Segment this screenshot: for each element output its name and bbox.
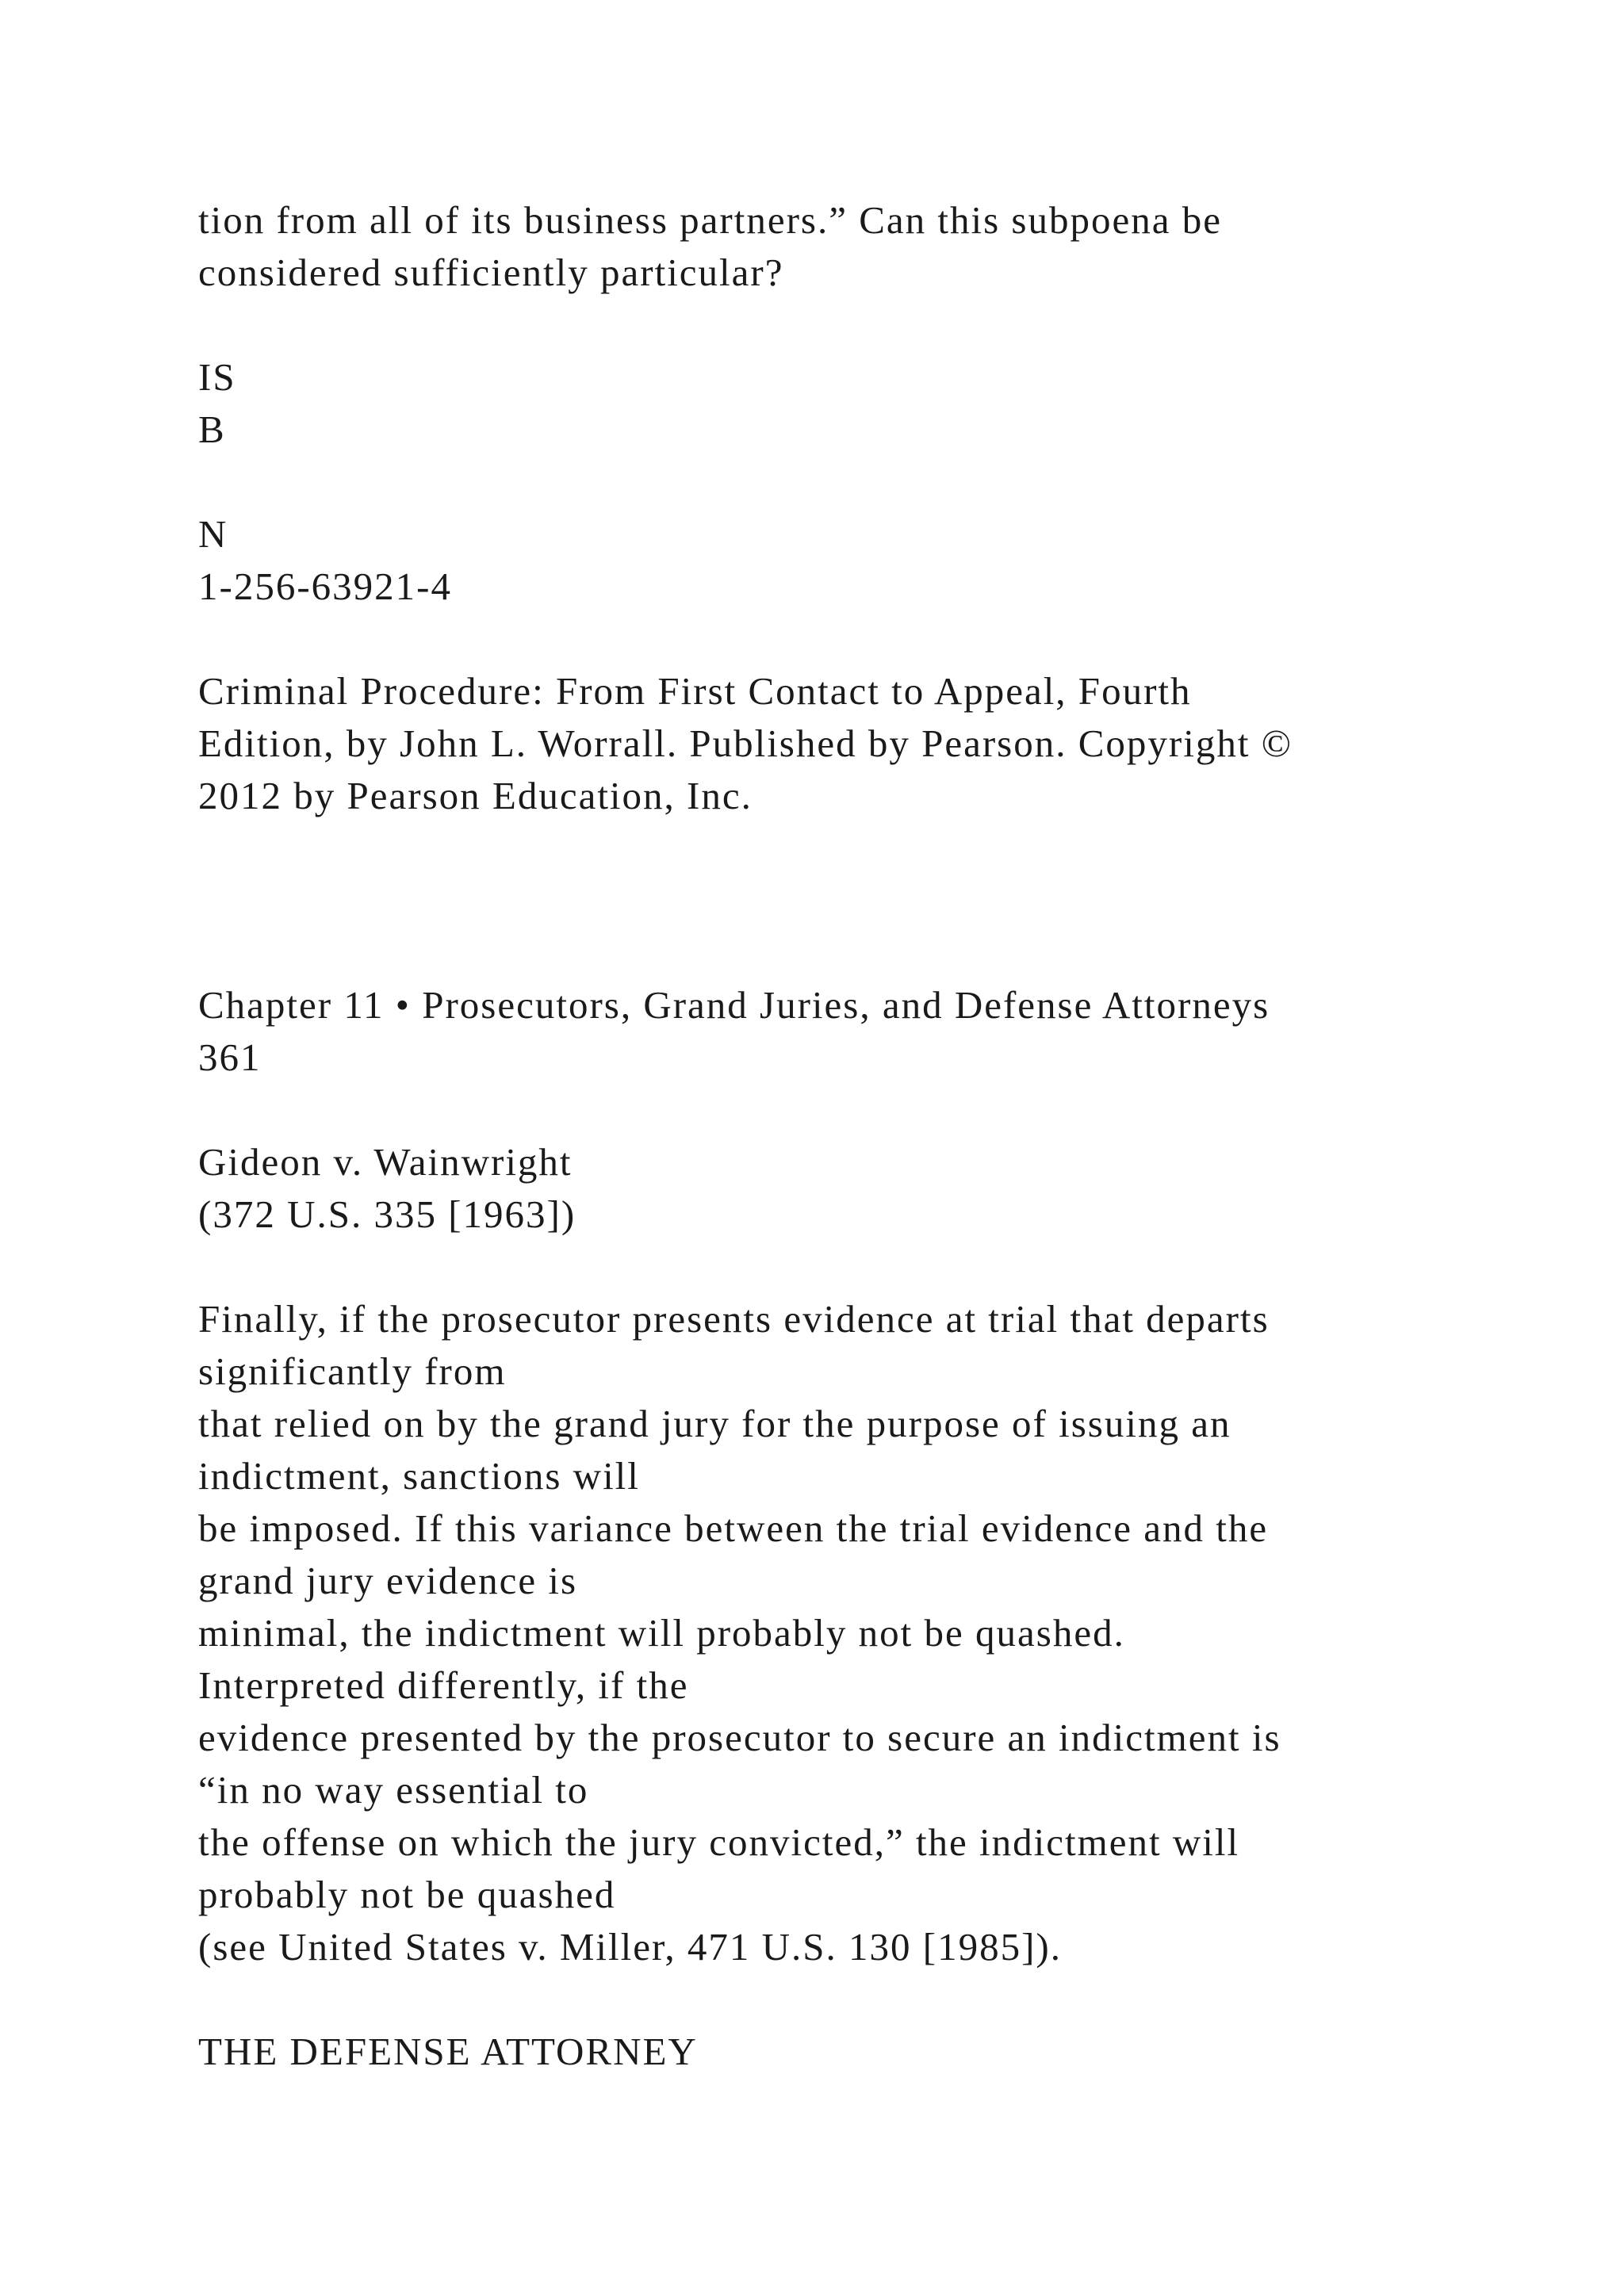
text-line: that relied on by the grand jury for the purpose of issuing an — [198, 1402, 1231, 1445]
isbn-line — [198, 456, 1546, 508]
case-citation — [198, 1136, 1546, 1241]
text-line: significantly from — [198, 1349, 507, 1393]
text-line: 2012 by Pearson Education, Inc. — [198, 774, 753, 817]
isbn-block — [198, 351, 1546, 613]
text-line: Edition, by John L. Worrall. Published by Pearson. Copyright © — [198, 721, 1293, 765]
text-line: considered sufficiently particular? — [198, 251, 784, 294]
chapter-title: Chapter 11 • Prosecutors, Grand Juries, and Defense Attorneys — [198, 983, 1270, 1027]
isbn-line: N — [198, 512, 228, 556]
text-line: (see United States v. Miller, 471 U.S. 130 [1985]). — [198, 1925, 1062, 1969]
document-page — [198, 194, 1546, 2078]
text-line: indictment, sanctions will — [198, 1454, 640, 1498]
running-head — [198, 979, 1546, 1084]
case-name: Gideon v. Wainwright — [198, 1140, 573, 1184]
text-line: Criminal Procedure: From First Contact to Appeal, Fourth — [198, 669, 1192, 713]
paragraph-variance — [198, 1293, 1546, 1973]
text-line: minimal, the indictment will probably not be quashed. — [198, 1611, 1125, 1655]
text-line: grand jury evidence is — [198, 1559, 578, 1602]
case-reference: (372 U.S. 335 [1963]) — [198, 1192, 576, 1236]
text-line: be imposed. If this variance between the trial evidence and the — [198, 1506, 1269, 1550]
section-heading — [198, 2026, 1546, 2078]
isbn-line: IS — [198, 355, 236, 399]
page-number: 361 — [198, 1035, 262, 1079]
isbn-line: B — [198, 408, 226, 451]
paragraph-subpoena-question — [198, 194, 1546, 299]
section-heading-text: THE DEFENSE ATTORNEY — [198, 2030, 698, 2073]
text-line: evidence presented by the prosecutor to secure an indictment is — [198, 1716, 1281, 1759]
isbn-number: 1-256-63921-4 — [198, 564, 452, 608]
text-line: tion from all of its business partners.” Can this subpoena be — [198, 198, 1222, 242]
text-line: Finally, if the prosecutor presents evidence at trial that departs — [198, 1297, 1270, 1341]
text-line: Interpreted differently, if the — [198, 1663, 689, 1707]
text-line: probably not be quashed — [198, 1873, 616, 1916]
copyright-notice — [198, 665, 1546, 822]
text-line: “in no way essential to — [198, 1768, 589, 1812]
text-line: the offense on which the jury convicted,” the indictment will — [198, 1820, 1240, 1864]
